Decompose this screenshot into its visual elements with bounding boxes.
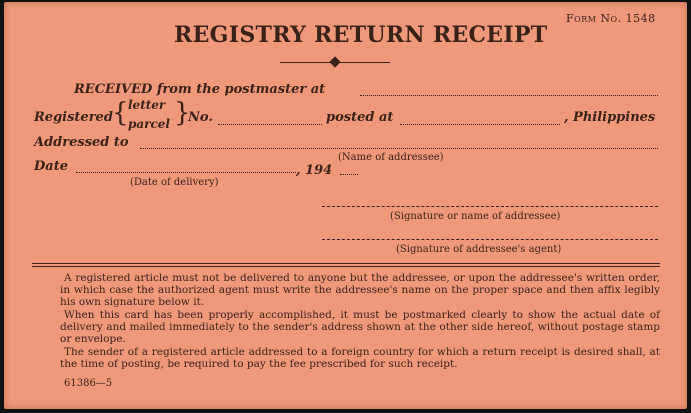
letter-option: letter bbox=[128, 98, 166, 112]
postmaster-field[interactable] bbox=[360, 94, 658, 96]
agent-signature-field[interactable] bbox=[322, 238, 658, 240]
addressee-caption: (Name of addressee) bbox=[338, 152, 444, 163]
addressed-to-label: Addressed to bbox=[34, 135, 129, 150]
instruction-paragraph-3: The sender of a registered article addressed to a foreign country for which a return receipt is desired shall, at the time of posting, be required to pay the fee prescribed for such receipt. bbox=[60, 346, 660, 370]
card-title: REGISTRY RETURN RECEIPT bbox=[174, 22, 548, 48]
parcel-option: parcel bbox=[128, 117, 170, 131]
form-number: Form No. 1548 bbox=[566, 12, 656, 25]
date-label: Date bbox=[34, 159, 68, 174]
registry-number-field[interactable] bbox=[218, 123, 322, 125]
year-field[interactable] bbox=[340, 173, 358, 175]
signature-field[interactable] bbox=[322, 205, 658, 207]
divider-rule-bottom bbox=[32, 266, 660, 267]
return-receipt-card bbox=[4, 2, 687, 409]
country-label: , Philippines bbox=[564, 110, 656, 125]
right-brace: } bbox=[174, 98, 191, 128]
title-ornament-diamond bbox=[329, 56, 340, 67]
received-label: RECEIVED from the postmaster at bbox=[74, 82, 326, 97]
agent-signature-caption: (Signature of addressee's agent) bbox=[396, 244, 562, 255]
posted-at-label: posted at bbox=[326, 110, 394, 125]
print-code: 61386—5 bbox=[64, 378, 113, 389]
instruction-paragraph-1: A registered article must not be delivered to anyone but the addressee, or upon the addressee's written order, in which case the authorized agent must write the addressee's name on the proper space and then affix legibly his own signature below it. bbox=[60, 272, 660, 308]
instruction-paragraph-2: When this card has been properly accomplished, it must be postmarked clearly to show the actual date of delivery and mailed immediately to the sender's address shown at the other side hereof, without postage stamp or envelope. bbox=[60, 309, 660, 345]
year-label: , 194 bbox=[296, 163, 333, 178]
addressee-field[interactable] bbox=[140, 147, 658, 149]
left-brace: { bbox=[112, 98, 129, 128]
delivery-date-field[interactable] bbox=[76, 171, 296, 173]
signature-caption: (Signature or name of addressee) bbox=[390, 211, 561, 222]
number-label: No. bbox=[188, 110, 213, 125]
registered-label: Registered bbox=[34, 110, 113, 125]
divider-rule-top bbox=[32, 263, 660, 264]
delivery-date-caption: (Date of delivery) bbox=[130, 177, 219, 188]
posted-at-field[interactable] bbox=[400, 123, 560, 125]
